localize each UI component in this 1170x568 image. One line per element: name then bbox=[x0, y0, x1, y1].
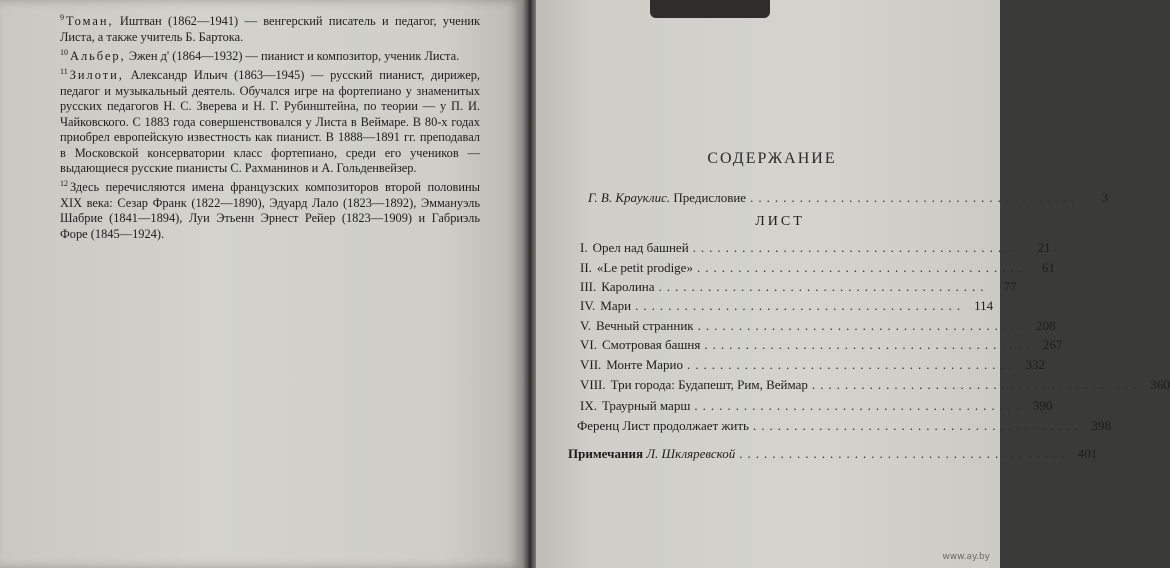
toc-author: Л. Шкляревской bbox=[646, 446, 736, 461]
toc-section-heading: ЛИСТ bbox=[755, 214, 805, 229]
toc-chapter-number: II. bbox=[580, 260, 592, 275]
footnote-name: Зилоти, bbox=[69, 68, 124, 83]
toc-page-number: 77 bbox=[1003, 279, 1017, 294]
footnote-10 bbox=[60, 45, 480, 65]
toc-leader-dots: ........................................ bbox=[752, 418, 1083, 433]
toc-row-chapter[interactable] bbox=[580, 298, 994, 314]
toc-title: Мари bbox=[600, 298, 632, 313]
toc-page-number: 3 bbox=[1101, 190, 1109, 205]
toc-chapter-number: IX. bbox=[580, 398, 597, 413]
book-gutter bbox=[522, 0, 536, 568]
footnote-text: Иштван (1862—1941) — венгерский писатель и педагог, ученик Листа, а также учитель Б. Бартока. bbox=[60, 14, 480, 44]
toc-chapter-number: VIII. bbox=[580, 377, 606, 392]
footnote-9 bbox=[60, 10, 480, 45]
toc-leader-dots: ........................................ bbox=[635, 298, 966, 313]
footnote-12 bbox=[60, 176, 480, 242]
footnote-name: Альбер, bbox=[70, 49, 126, 64]
toc-chapter-number: I. bbox=[580, 240, 588, 255]
toc-row-chapter[interactable] bbox=[580, 357, 1045, 373]
toc-leader-dots: ........................................ bbox=[750, 190, 1081, 205]
toc-row-chapter[interactable] bbox=[580, 260, 1055, 276]
toc-row-notes[interactable] bbox=[568, 446, 1098, 462]
toc-page-number: 267 bbox=[1042, 337, 1063, 352]
toc-page-number: 360 bbox=[1150, 377, 1170, 392]
toc-preface-title: Предисловие bbox=[673, 190, 747, 205]
toc-row-chapter[interactable] bbox=[580, 279, 1017, 295]
toc-page-number: 401 bbox=[1077, 446, 1098, 461]
footnote-number: 12 bbox=[60, 179, 68, 189]
toc-leader-dots: ........................................ bbox=[704, 337, 1035, 352]
footnote-number: 9 bbox=[60, 13, 64, 22]
toc-notes-title: Примечания bbox=[568, 446, 643, 461]
toc-title: Три города: Будапешт, Рим, Веймар bbox=[610, 377, 808, 392]
toc-leader-dots: ........................................ bbox=[694, 398, 1025, 413]
toc-row-chapter[interactable] bbox=[580, 318, 1056, 334]
toc-title: «Le petit prodige» bbox=[596, 260, 693, 275]
footnote-11 bbox=[60, 64, 480, 176]
toc-chapter-number: VI. bbox=[580, 337, 597, 352]
toc-title: Ференц Лист продолжает жить bbox=[577, 418, 749, 433]
toc-row-chapter[interactable] bbox=[580, 398, 1053, 414]
toc-leader-dots: ........................................ bbox=[692, 240, 1023, 255]
footnote-number: 10 bbox=[60, 47, 68, 57]
toc-page-number: 398 bbox=[1091, 418, 1111, 433]
toc-title bbox=[588, 190, 746, 206]
toc-row-chapter[interactable] bbox=[580, 377, 1170, 393]
toc-title: Каролина bbox=[601, 279, 655, 294]
toc-page-number: 390 bbox=[1032, 398, 1053, 413]
toc-page-number: 61 bbox=[1041, 260, 1055, 275]
toc-chapter-number: IV. bbox=[580, 298, 596, 313]
toc-title bbox=[568, 446, 735, 462]
toc-page-number: 208 bbox=[1036, 318, 1056, 333]
footnote-number: 11 bbox=[60, 67, 68, 77]
toc-chapter-number: VII. bbox=[580, 357, 602, 372]
toc-leader-dots: ........................................ bbox=[739, 446, 1070, 461]
toc-leader-dots: ........................................ bbox=[811, 377, 1142, 392]
toc-heading: СОДЕРЖАНИЕ bbox=[707, 150, 837, 167]
footnote-name: Томан, bbox=[66, 14, 114, 29]
footnote-text: Александр Ильич (1863—1945) — русский пианист, дирижер, педагог и музыкальный деятель. Обучался игре на фортепиано у знаменитых русских педагогов Н. С. Зверева и Н. Г. Рубинштейна, по теории — у П. И. Чайковского. С 1883 года совершенствовался у Листа в Веймаре. В 80-х годах приобрел европейскую известность как пианист. В 1888—1891 гг. преподавал в Московской консерватории класс фортепиано, среди его учеников — выдающиеся русские пианисты С. Рахманинов и А. Гольденвейзер. bbox=[60, 68, 480, 176]
toc-leader-dots: ........................................ bbox=[697, 318, 1028, 333]
toc-title: Траурный марш bbox=[601, 398, 691, 413]
toc-title: Орел над башней bbox=[592, 240, 689, 255]
toc-page-number: 114 bbox=[974, 298, 994, 313]
footnotes-block bbox=[60, 10, 480, 242]
footnote-text: Эжен д' (1864—1932) — пианист и композитор, ученик Листа. bbox=[125, 49, 460, 64]
toc-row-chapter[interactable] bbox=[580, 240, 1051, 256]
toc-title: Смотровая башня bbox=[601, 337, 701, 352]
toc-row-epilogue[interactable] bbox=[577, 418, 1111, 434]
toc-title: Вечный странник bbox=[595, 318, 694, 333]
toc-row-preface[interactable] bbox=[588, 190, 1109, 206]
toc-title: Монте Марио bbox=[606, 357, 683, 372]
toc-row-chapter[interactable] bbox=[580, 337, 1063, 353]
toc-author: Г. В. Крауклис. bbox=[588, 190, 671, 205]
dark-corner-shadow bbox=[650, 0, 770, 18]
toc-chapter-number: III. bbox=[580, 279, 597, 294]
toc-page-number: 21 bbox=[1037, 240, 1051, 255]
toc-page-number: 332 bbox=[1025, 357, 1045, 372]
site-watermark: www.ay.by bbox=[942, 552, 990, 562]
toc-leader-dots: ........................................ bbox=[686, 357, 1017, 372]
toc-leader-dots: ........................................ bbox=[696, 260, 1027, 275]
footnote-text: Здесь перечисляются имена французских композиторов второй половины XIX века: Сезар Франк (1822—1890), Эдуард Лало (1823—1892), Эммануэль Шабрие (1841—1894), Луи Этьенн Эрнест Рейер (1823—1909) и Габриэль Форе (1845—1924). bbox=[60, 180, 480, 241]
toc-leader-dots: ........................................ bbox=[658, 279, 989, 294]
toc-chapter-number: V. bbox=[580, 318, 591, 333]
